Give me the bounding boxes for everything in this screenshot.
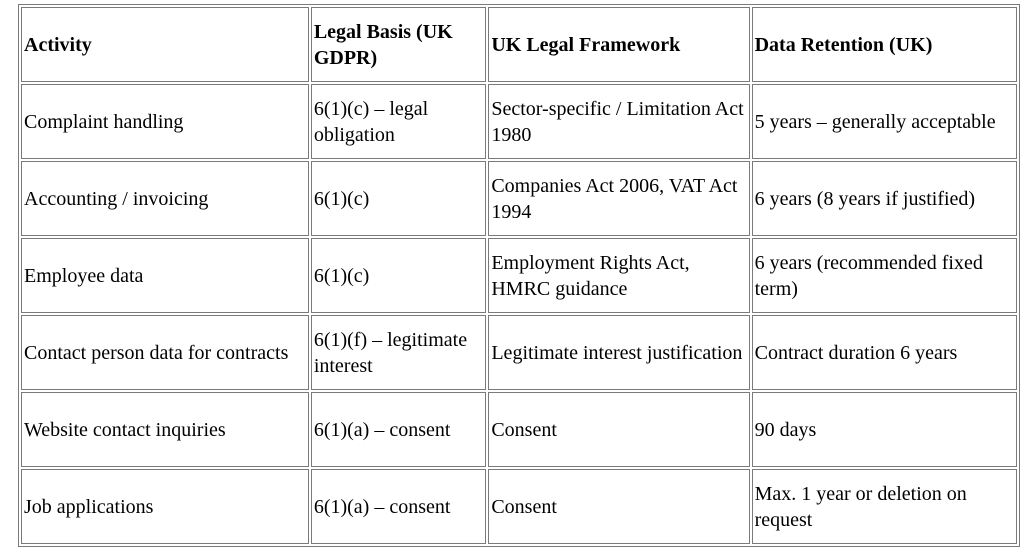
cell-data-retention: 90 days <box>752 392 1017 467</box>
cell-data-retention: 5 years – generally acceptable <box>752 84 1017 159</box>
cell-legal-basis: 6(1)(c) <box>311 238 487 313</box>
cell-legal-framework: Consent <box>488 392 749 467</box>
cell-legal-framework: Sector-specific / Limitation Act 1980 <box>488 84 749 159</box>
header-activity: Activity <box>21 7 309 82</box>
cell-activity: Complaint handling <box>21 84 309 159</box>
cell-data-retention: Max. 1 year or deletion on request <box>752 469 1017 544</box>
cell-data-retention: 6 years (8 years if justified) <box>752 161 1017 236</box>
cell-legal-framework: Consent <box>488 469 749 544</box>
cell-activity: Accounting / invoicing <box>21 161 309 236</box>
cell-data-retention: Contract duration 6 years <box>752 315 1017 390</box>
header-legal-framework: UK Legal Framework <box>488 7 749 82</box>
cell-legal-framework: Employment Rights Act, HMRC guidance <box>488 238 749 313</box>
table-row <box>21 238 1017 313</box>
cell-activity: Contact person data for contracts <box>21 315 309 390</box>
cell-legal-basis: 6(1)(c) <box>311 161 487 236</box>
cell-data-retention: 6 years (recommended fixed term) <box>752 238 1017 313</box>
table-row <box>21 161 1017 236</box>
cell-legal-basis: 6(1)(a) – consent <box>311 392 487 467</box>
table-row <box>21 315 1017 390</box>
table-row <box>21 84 1017 159</box>
cell-legal-basis: 6(1)(c) – legal obligation <box>311 84 487 159</box>
header-legal-basis: Legal Basis (UK GDPR) <box>311 7 487 82</box>
cell-legal-framework: Legitimate interest justification <box>488 315 749 390</box>
table-container <box>18 4 1020 547</box>
table-row <box>21 392 1017 467</box>
data-retention-table <box>18 4 1020 547</box>
cell-legal-framework: Companies Act 2006, VAT Act 1994 <box>488 161 749 236</box>
cell-activity: Website contact inquiries <box>21 392 309 467</box>
table-row <box>21 469 1017 544</box>
cell-legal-basis: 6(1)(f) – legitimate interest <box>311 315 487 390</box>
cell-legal-basis: 6(1)(a) – consent <box>311 469 487 544</box>
cell-activity: Employee data <box>21 238 309 313</box>
table-header-row <box>21 7 1017 82</box>
header-data-retention: Data Retention (UK) <box>752 7 1017 82</box>
cell-activity: Job applications <box>21 469 309 544</box>
